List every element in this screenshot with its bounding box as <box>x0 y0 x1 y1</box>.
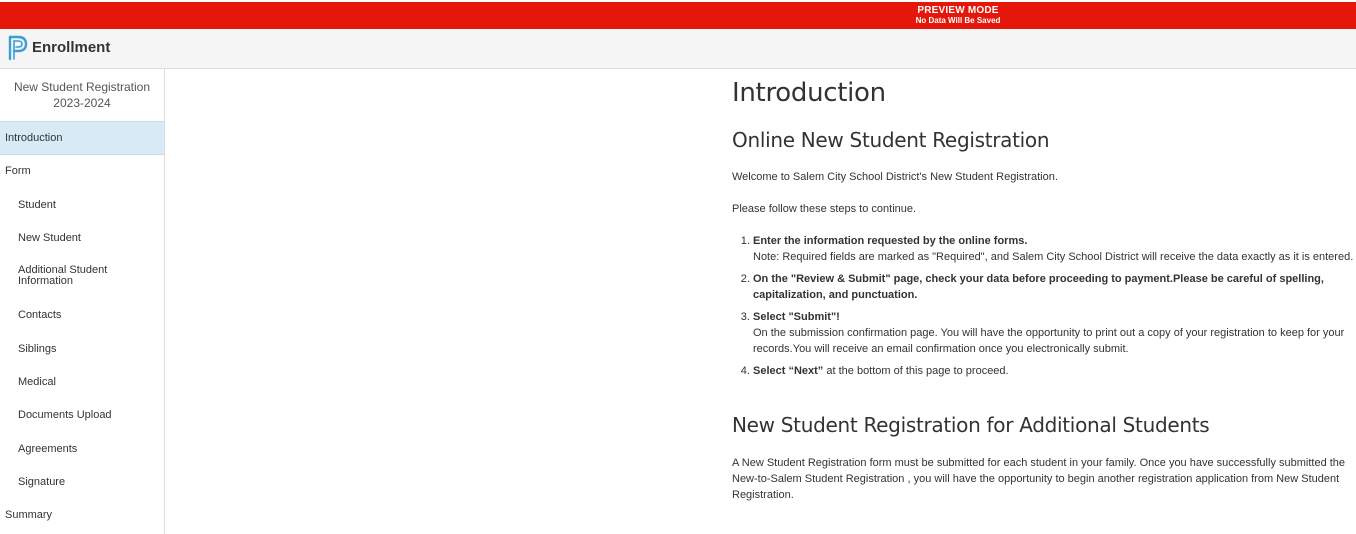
step-3-title: Select "Submit"! <box>753 311 840 323</box>
step-2-title: On the "Review & Submit" page, check your data before proceeding to payment.Please be careful of spelling, capitalization, and punctuation. <box>753 273 1324 301</box>
sidebar-item-new-student[interactable]: New Student <box>18 232 81 244</box>
preview-mode-title: PREVIEW MODE <box>917 5 999 16</box>
app-title[interactable]: Enrollment <box>32 39 111 56</box>
sidebar-nav <box>0 69 165 534</box>
sidebar-item-student[interactable]: Student <box>18 199 56 211</box>
step-item <box>753 271 1356 303</box>
sidebar-item-medical[interactable]: Medical <box>18 376 56 388</box>
registration-name: New Student Registration <box>13 80 151 94</box>
sidebar-item-contacts[interactable]: Contacts <box>18 309 62 321</box>
steps-list <box>732 233 1356 385</box>
preview-mode-banner <box>0 2 1356 29</box>
sidebar-item-summary[interactable]: Summary <box>5 509 53 521</box>
sidebar-item-additional-student-information[interactable]: Additional Student Information <box>18 264 108 287</box>
preview-mode-subtitle: No Data Will Be Saved <box>915 16 1001 25</box>
section-heading-additional-students: New Student Registration for Additional Students <box>732 413 1210 437</box>
sidebar-item-agreements[interactable]: Agreements <box>18 443 78 455</box>
step-1-title: Enter the information requested by the online forms. <box>753 235 1028 247</box>
sidebar-item-documents-upload[interactable]: Documents Upload <box>18 409 112 421</box>
step-item <box>753 233 1356 265</box>
app-header <box>0 29 1356 69</box>
welcome-text: Welcome to Salem City School District's New Student Registration. <box>732 171 1058 183</box>
step-3-detail: On the submission confirmation page. You will have the opportunity to print out a copy of your registration to keep for your records.You will receive an email confirmation once you electronically submit. <box>753 327 1345 355</box>
registration-title <box>0 69 164 121</box>
additional-students-text: A New Student Registration form must be submitted for each student in your family. Once you have successfully submitted the New-to-Salem Student Registration , you will have the opportunity to begin another registration application from New Student Registration. <box>732 457 1346 501</box>
section-heading-online-registration: Online New Student Registration <box>732 128 1050 152</box>
follow-steps-text: Please follow these steps to continue. <box>732 203 917 215</box>
step-4-detail: at the bottom of this page to proceed. <box>823 365 1009 377</box>
sidebar-item-form[interactable]: Form <box>5 165 31 177</box>
sidebar-item-siblings[interactable]: Siblings <box>18 343 57 355</box>
step-4-title: Select “Next” <box>753 365 824 377</box>
registration-year: 2023-2024 <box>53 96 111 110</box>
page-title: Introduction <box>732 78 886 108</box>
sidebar-item-introduction[interactable]: Introduction <box>0 121 164 155</box>
powerschool-logo-icon[interactable] <box>7 35 29 61</box>
step-item <box>753 309 1356 357</box>
step-1-detail: Note: Required fields are marked as "Required", and Salem City School District will receive the data exactly as it is entered. <box>753 251 1354 263</box>
step-item <box>753 363 1356 379</box>
sidebar-item-signature[interactable]: Signature <box>18 476 66 488</box>
